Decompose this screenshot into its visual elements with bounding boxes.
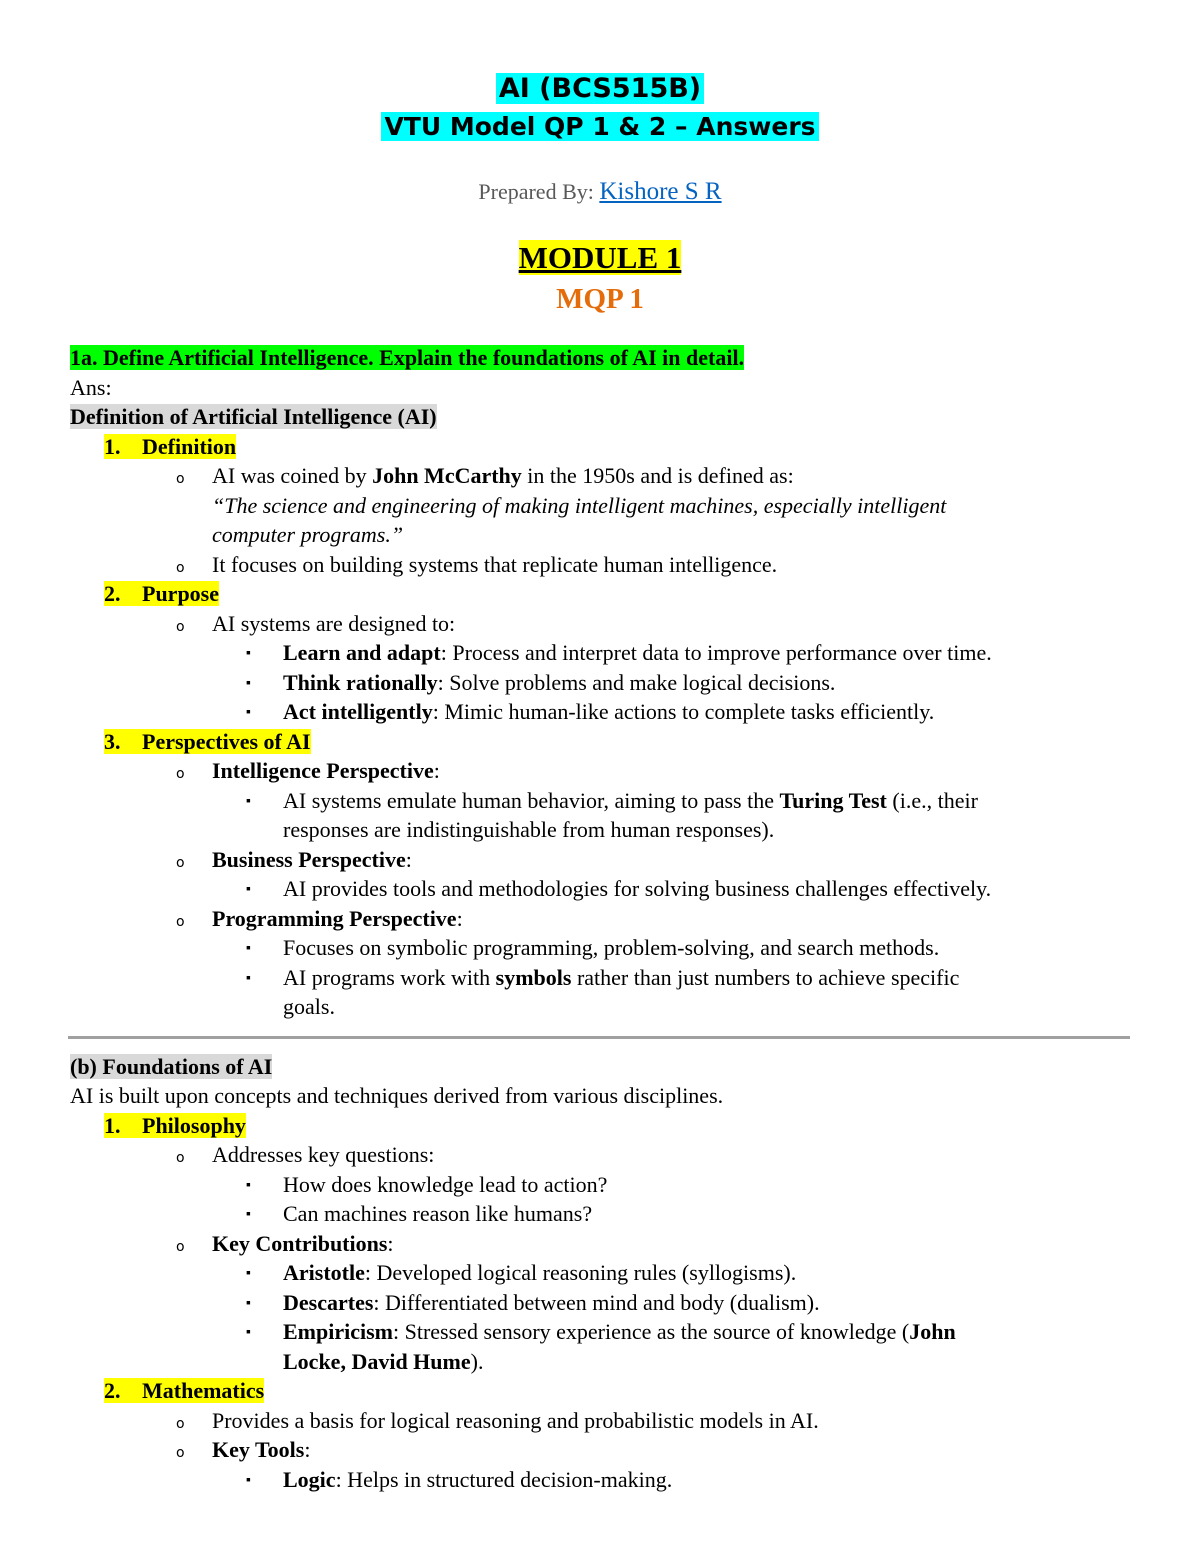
document-title [0, 70, 1200, 108]
continuation-line: responses are indistinguishable from human responses). [283, 817, 775, 842]
heading-text: Philosophy [142, 1112, 246, 1138]
text: ). [470, 1348, 484, 1374]
square-bullet-icon: ▪ [246, 882, 251, 897]
heading-text: Definition [142, 433, 237, 459]
circle-bullet-icon: o [176, 1415, 185, 1432]
heading-highlight [104, 1113, 246, 1138]
heading-highlight [104, 1378, 264, 1403]
prepared-by-label: Prepared By: [478, 179, 594, 204]
bullet-item [70, 550, 1140, 580]
sub-bullet-item [70, 697, 1140, 727]
course-title: AI (BCS515B) [496, 73, 704, 104]
bold-text: Act intelligently [283, 699, 433, 724]
bullet-item [70, 1406, 1140, 1436]
bold-text: Programming Perspective [212, 905, 457, 931]
bullet-item [70, 609, 1140, 639]
list-item-heading [70, 727, 1140, 757]
bold-text: Think rationally [283, 669, 438, 695]
heading-text: Perspectives of AI [142, 728, 311, 754]
list-item-heading [70, 579, 1140, 609]
sub-bullet-item [70, 1258, 1140, 1288]
square-bullet-icon: ▪ [246, 941, 251, 956]
sub-bullet-item [70, 786, 1140, 816]
section-heading-text: Definition of Artificial Intelligence (AI) [70, 404, 437, 429]
text: How does knowledge lead to action? [283, 1171, 608, 1197]
bullet-item [70, 845, 1140, 875]
circle-bullet-icon: o [176, 913, 185, 930]
text: rather than just numbers to achieve specific [571, 964, 960, 990]
document-subtitle [0, 109, 1200, 145]
section-heading [70, 1052, 1140, 1082]
quote-line: “The science and engineering of making intelligent machines, especially intelligent [212, 492, 947, 518]
heading-text: Mathematics [142, 1378, 265, 1403]
sub-bullet-item [70, 963, 1140, 993]
square-bullet-icon: ▪ [246, 970, 251, 986]
bold-text: Logic [283, 1466, 336, 1492]
sub-bullet-item [70, 1170, 1140, 1200]
square-bullet-icon: ▪ [246, 1295, 251, 1311]
text: AI systems emulate human behavior, aiming to pass the [283, 787, 780, 813]
text: Focuses on symbolic programming, problem-solving, and search methods. [283, 935, 940, 960]
sub-bullet-item [70, 1465, 1140, 1495]
module-heading [0, 238, 1200, 278]
document-body [70, 343, 1140, 1494]
text: : [405, 846, 412, 872]
square-bullet-icon: ▪ [246, 705, 251, 720]
circle-bullet-icon: o [176, 1150, 185, 1166]
text: : [387, 1230, 394, 1256]
text: : Stressed sensory experience as the source of knowledge ( [393, 1319, 910, 1344]
module-text: MODULE 1 [518, 240, 682, 275]
question-line [70, 343, 1140, 373]
bullet-item [70, 1229, 1140, 1259]
list-item-heading [70, 1376, 1140, 1406]
list-number: 3. [104, 728, 121, 754]
heading-highlight [104, 434, 236, 459]
bold-text: Key Tools [212, 1437, 305, 1462]
text: : [304, 1437, 311, 1462]
text: AI programs work with [283, 964, 496, 990]
subtitle-text: VTU Model QP 1 & 2 – Answers [381, 112, 818, 141]
square-bullet-icon: ▪ [246, 675, 251, 691]
text: Provides a basis for logical reasoning and probabilistic models in AI. [212, 1407, 819, 1433]
bold-text: Descartes [283, 1289, 374, 1315]
list-number: 1. [104, 1112, 121, 1138]
bold-text: Intelligence Perspective [212, 758, 434, 783]
list-item-heading [70, 1111, 1140, 1141]
circle-bullet-icon: o [176, 559, 185, 576]
text: in the 1950s and is defined as: [521, 463, 794, 488]
text: (i.e., their [886, 787, 978, 813]
text: AI was coined by [212, 463, 373, 488]
bold-text: Aristotle [283, 1260, 365, 1285]
horizontal-divider [68, 1036, 1130, 1039]
text: : Helps in structured decision-making. [335, 1466, 673, 1492]
bullet-item [70, 904, 1140, 934]
square-bullet-icon: ▪ [246, 1472, 251, 1488]
sub-bullet-item [70, 874, 1140, 904]
square-bullet-icon: ▪ [246, 793, 251, 809]
heading-highlight [104, 729, 311, 754]
list-item-heading [70, 432, 1140, 462]
sub-bullet-item [70, 933, 1140, 963]
square-bullet-icon: ▪ [246, 1325, 251, 1340]
circle-bullet-icon: o [176, 854, 185, 871]
text: : [456, 905, 463, 931]
bold-text: Turing Test [779, 787, 887, 813]
section-heading [70, 402, 1140, 432]
bold-text: John McCarthy [372, 463, 522, 488]
sub-bullet-item [70, 668, 1140, 698]
sub-bullet-item [70, 1199, 1140, 1229]
bold-text: Empiricism [283, 1319, 393, 1344]
bold-text: Business Perspective [212, 846, 406, 872]
text: : Developed logical reasoning rules (syllogisms). [364, 1260, 797, 1285]
text: It focuses on building systems that replicate human intelligence. [212, 551, 778, 577]
heading-highlight [104, 581, 219, 606]
sub-bullet-item [70, 1317, 1140, 1347]
quote-line: computer programs.” [212, 522, 404, 547]
bold-text: symbols [495, 964, 572, 990]
sub-bullet-item [70, 1288, 1140, 1318]
circle-bullet-icon: o [176, 1445, 185, 1461]
text: : Solve problems and make logical decisions. [437, 669, 836, 695]
list-number: 2. [104, 1378, 121, 1403]
bold-text: John [909, 1319, 956, 1344]
circle-bullet-icon: o [176, 1238, 185, 1255]
circle-bullet-icon: o [176, 766, 185, 782]
heading-text: Purpose [142, 581, 219, 606]
bold-text: Locke, David Hume [283, 1348, 471, 1374]
square-bullet-icon: ▪ [246, 1266, 251, 1281]
list-number: 2. [104, 581, 121, 606]
list-number: 1. [104, 433, 121, 459]
bold-text: Learn and adapt [283, 640, 441, 665]
continuation-line: goals. [283, 994, 335, 1019]
text: : [433, 758, 440, 783]
text: Can machines reason like humans? [283, 1201, 593, 1226]
bullet-item [70, 461, 1140, 491]
square-bullet-icon: ▪ [246, 646, 251, 661]
text: AI provides tools and methodologies for solving business challenges effectively. [283, 876, 992, 901]
bullet-item [70, 756, 1140, 786]
bullet-item [70, 1140, 1140, 1170]
bullet-item [70, 1435, 1140, 1465]
square-bullet-icon: ▪ [246, 1177, 251, 1193]
paper-heading: MQP 1 [556, 283, 644, 315]
circle-bullet-icon: o [176, 471, 185, 487]
circle-bullet-icon: o [176, 618, 185, 635]
text: Addresses key questions: [212, 1142, 435, 1167]
square-bullet-icon: ▪ [246, 1207, 251, 1222]
section-heading-text: (b) Foundations of AI [70, 1053, 273, 1079]
bold-text: Key Contributions [212, 1230, 388, 1256]
question-text: 1a. Define Artificial Intelligence. Explain the foundations of AI in detail. [70, 345, 745, 370]
text: : Differentiated between mind and body (dualism). [373, 1289, 820, 1315]
continuation-line [70, 1347, 1140, 1377]
text: : Process and interpret data to improve performance over time. [440, 640, 992, 665]
prepared-by [0, 177, 1200, 207]
sub-bullet-item [70, 638, 1140, 668]
author-link[interactable]: Kishore S R [599, 178, 722, 205]
text: AI systems are designed to: [212, 610, 456, 636]
answer-label: Ans: [70, 374, 112, 400]
section-intro: AI is built upon concepts and techniques derived from various disciplines. [70, 1083, 724, 1108]
text: : Mimic human-like actions to complete tasks efficiently. [432, 699, 935, 724]
